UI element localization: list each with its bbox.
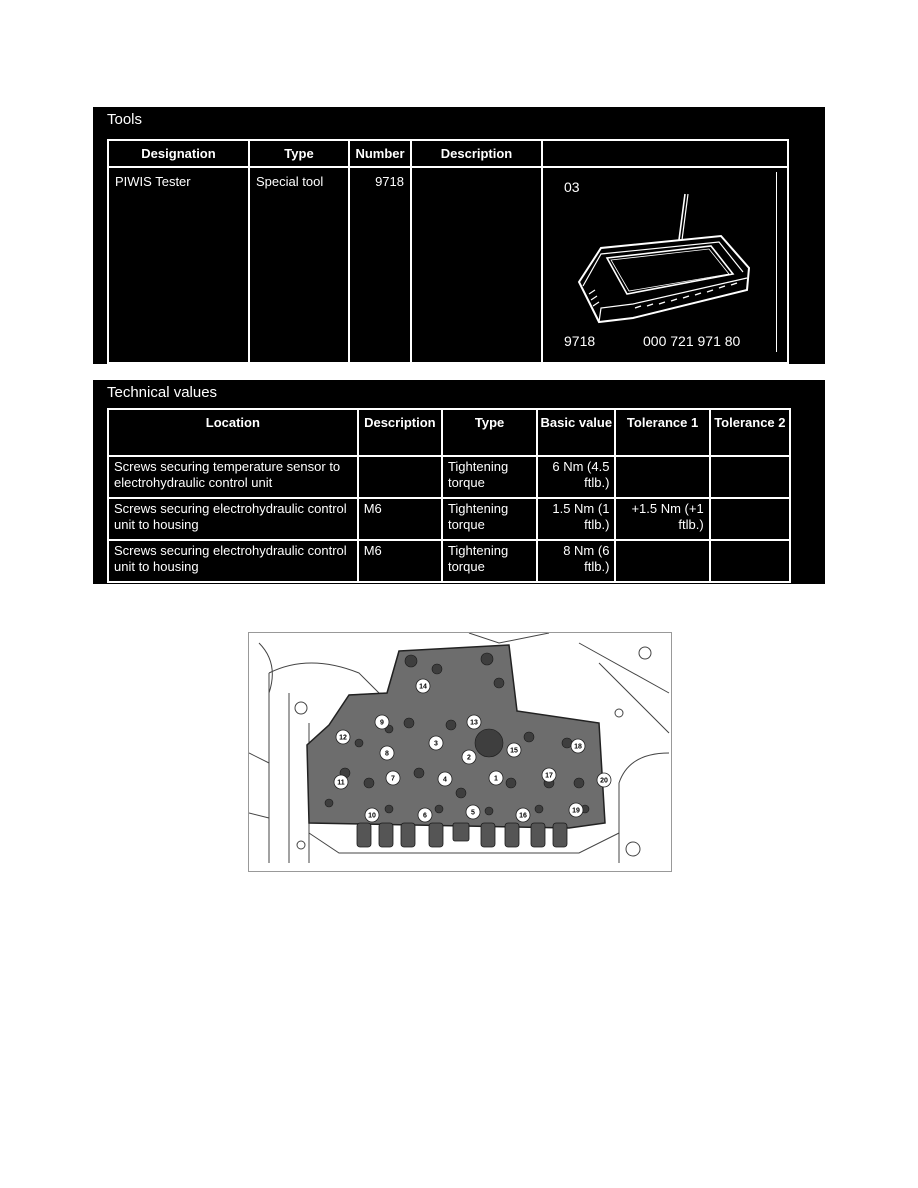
divider — [776, 172, 777, 352]
callout-label: 9 — [380, 719, 384, 727]
header-image — [542, 140, 788, 167]
tool-image-label-bottom-left: 9718 — [564, 333, 596, 349]
callout-5 — [466, 805, 480, 819]
callout-label: 2 — [467, 754, 471, 762]
technical-values-title: Technical values — [107, 384, 218, 401]
callout-18 — [571, 739, 585, 753]
cell-description: M6 — [358, 498, 442, 540]
callout-label: 14 — [419, 683, 427, 691]
valve-body-illustration — [249, 633, 671, 871]
header-type: Type — [249, 140, 349, 167]
cell-description — [411, 167, 542, 363]
cell-designation: PIWIS Tester — [108, 167, 249, 363]
callout-12 — [336, 730, 350, 744]
callout-13 — [467, 715, 481, 729]
cell-tolerance-2 — [710, 456, 790, 498]
callout-label: 18 — [574, 743, 582, 751]
cell-location: Screws securing electrohydraulic control unit to housing — [108, 498, 358, 540]
callout-3 — [429, 736, 443, 750]
callout-label: 4 — [443, 776, 447, 784]
table-row — [108, 540, 790, 582]
callout-label: 20 — [600, 777, 608, 785]
callout-9 — [375, 715, 389, 729]
callout-label: 15 — [510, 747, 518, 755]
header-number: Number — [349, 140, 411, 167]
cell-number: 9718 — [349, 167, 411, 363]
cell-location: Screws securing electrohydraulic control unit to housing — [108, 540, 358, 582]
callout-label: 3 — [434, 740, 438, 748]
callout-label: 6 — [423, 812, 427, 820]
tools-panel — [93, 107, 825, 364]
cell-tolerance-2 — [710, 498, 790, 540]
callout-label: 8 — [385, 750, 389, 758]
valve-body-diagram — [248, 632, 672, 872]
cell-basic-value: 8 Nm (6 ftlb.) — [537, 540, 615, 582]
tool-image-label-top: 03 — [564, 179, 580, 195]
table-row — [108, 456, 790, 498]
callout-16 — [516, 808, 530, 822]
callout-10 — [365, 808, 379, 822]
callout-label: 13 — [470, 719, 478, 727]
callout-19 — [569, 803, 583, 817]
header-tolerance-1: Tolerance 1 — [615, 409, 709, 456]
cell-tolerance-2 — [710, 540, 790, 582]
table-row — [108, 498, 790, 540]
cell-description — [358, 456, 442, 498]
callout-label: 19 — [572, 807, 580, 815]
table-row — [108, 167, 788, 363]
technical-values-table — [107, 408, 791, 583]
callout-7 — [386, 771, 400, 785]
cell-type: Tightening torque — [442, 456, 537, 498]
callout-15 — [507, 743, 521, 757]
header-location: Location — [108, 409, 358, 456]
callout-label: 12 — [339, 734, 347, 742]
header-description: Description — [411, 140, 542, 167]
header-basic-value: Basic value — [537, 409, 615, 456]
tool-image-cell — [542, 167, 788, 363]
callout-label: 7 — [391, 775, 395, 783]
cell-location: Screws securing temperature sensor to electrohydraulic control unit — [108, 456, 358, 498]
cell-tolerance-1: +1.5 Nm (+1 ftlb.) — [615, 498, 709, 540]
callout-label: 5 — [471, 809, 475, 817]
callout-4 — [438, 772, 452, 786]
cell-tolerance-1 — [615, 540, 709, 582]
callout-2 — [462, 750, 476, 764]
callout-6 — [418, 808, 432, 822]
tech-header-row — [108, 409, 790, 456]
callout-label: 10 — [368, 812, 376, 820]
callout-14 — [416, 679, 430, 693]
cell-tolerance-1 — [615, 456, 709, 498]
callout-20 — [597, 773, 611, 787]
callout-8 — [380, 746, 394, 760]
cell-type: Tightening torque — [442, 498, 537, 540]
callout-label: 16 — [519, 812, 527, 820]
cell-basic-value: 6 Nm (4.5 ftlb.) — [537, 456, 615, 498]
tools-header-row — [108, 140, 788, 167]
header-designation: Designation — [108, 140, 249, 167]
callout-17 — [542, 768, 556, 782]
cell-description: M6 — [358, 540, 442, 582]
callout-11 — [334, 775, 348, 789]
callout-label: 11 — [337, 779, 345, 787]
tool-image-label-bottom-right: 000 721 971 80 — [643, 333, 741, 349]
piwis-tester-illustration — [571, 190, 761, 330]
technical-values-panel — [93, 380, 825, 584]
header-type: Type — [442, 409, 537, 456]
cell-type: Tightening torque — [442, 540, 537, 582]
callout-label: 1 — [494, 775, 498, 783]
callout-1 — [489, 771, 503, 785]
callout-label: 17 — [545, 772, 553, 780]
tools-title: Tools — [107, 111, 143, 128]
header-tolerance-2: Tolerance 2 — [710, 409, 790, 456]
cell-basic-value: 1.5 Nm (1 ftlb.) — [537, 498, 615, 540]
tools-table — [107, 139, 789, 364]
header-description: Description — [358, 409, 442, 456]
cell-type: Special tool — [249, 167, 349, 363]
